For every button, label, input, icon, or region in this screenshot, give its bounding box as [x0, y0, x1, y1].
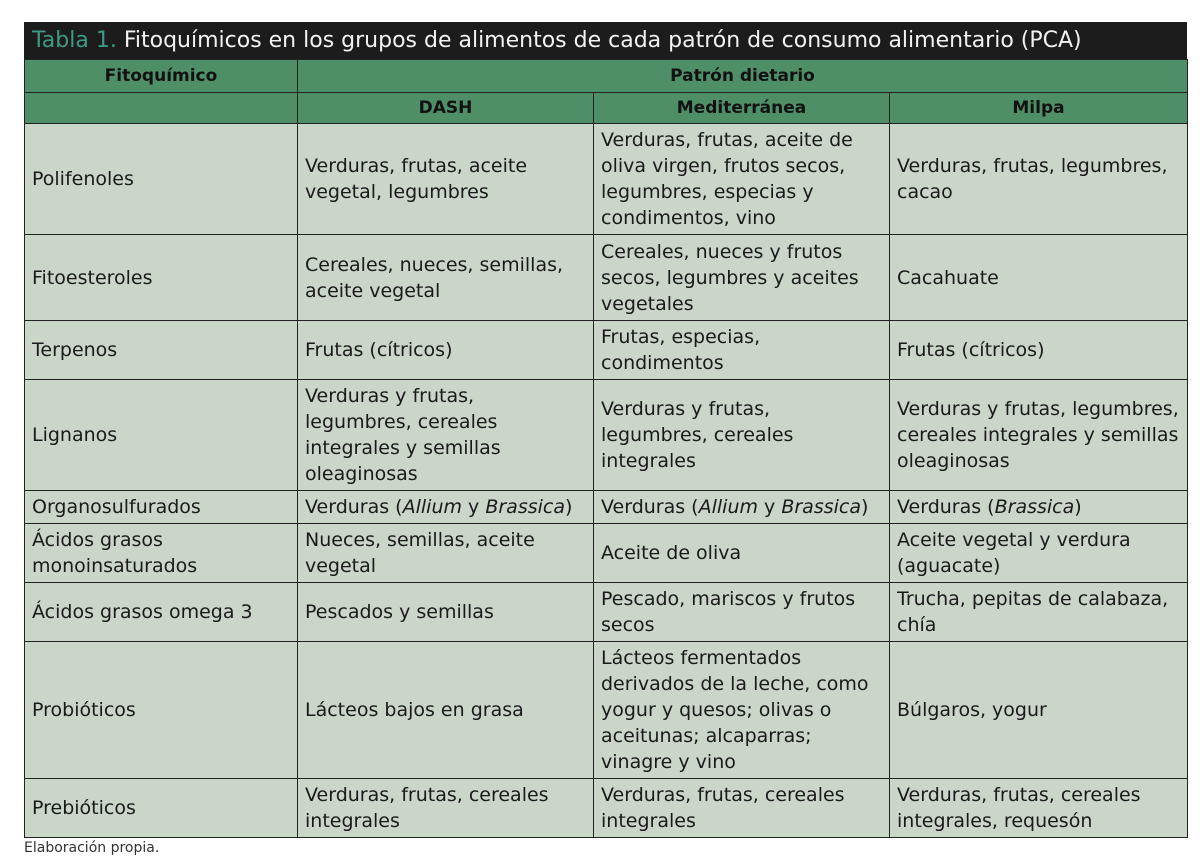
cell-fitoquimico: Fitoesteroles	[25, 235, 298, 321]
table-row	[25, 524, 1188, 583]
cell-fitoquimico: Ácidos grasos omega 3	[25, 583, 298, 642]
cell-mediterranea: Cereales, nueces y frutos secos, legumbres y aceites vegetales	[594, 235, 890, 321]
table-row	[25, 642, 1188, 779]
cell-dash: Frutas (cítricos)	[298, 321, 594, 380]
cell-dash: Lácteos bajos en grasa	[298, 642, 594, 779]
cell-mediterranea: Aceite de oliva	[594, 524, 890, 583]
header-empty	[25, 93, 298, 124]
table-row	[25, 491, 1188, 524]
cell-fitoquimico: Probióticos	[25, 642, 298, 779]
cell-dash: Nueces, semillas, aceite vegetal	[298, 524, 594, 583]
cell-fitoquimico: Organosulfurados	[25, 491, 298, 524]
table-row	[25, 583, 1188, 642]
cell-dash: Verduras, frutas, aceite vegetal, legumbres	[298, 124, 594, 235]
header-patron-dietario: Patrón dietario	[298, 60, 1188, 93]
cell-mediterranea: Frutas, especias, condimentos	[594, 321, 890, 380]
caption-label: Tabla 1.	[32, 28, 117, 53]
caption-text: Fitoquímicos en los grupos de alimentos de cada patrón de consumo alimentario (PCA)	[116, 28, 1082, 53]
cell-milpa: Verduras (Brassica)	[890, 491, 1188, 524]
header-mediterranea: Mediterránea	[594, 93, 890, 124]
cell-dash: Verduras, frutas, cereales integrales	[298, 779, 594, 838]
cell-milpa: Verduras, frutas, cereales integrales, requesón	[890, 779, 1188, 838]
cell-fitoquimico: Prebióticos	[25, 779, 298, 838]
header-row-2	[25, 93, 1188, 124]
cell-mediterranea: Verduras, frutas, cereales integrales	[594, 779, 890, 838]
cell-fitoquimico: Terpenos	[25, 321, 298, 380]
cell-mediterranea: Verduras y frutas, legumbres, cereales integrales	[594, 380, 890, 491]
cell-fitoquimico: Ácidos grasos monoinsaturados	[25, 524, 298, 583]
cell-mediterranea: Pescado, mariscos y frutos secos	[594, 583, 890, 642]
table-caption	[24, 22, 1187, 59]
table-row	[25, 321, 1188, 380]
cell-dash: Pescados y semillas	[298, 583, 594, 642]
cell-dash: Verduras (Allium y Brassica)	[298, 491, 594, 524]
phytochemicals-table	[24, 59, 1188, 838]
cell-fitoquimico: Polifenoles	[25, 124, 298, 235]
header-milpa: Milpa	[890, 93, 1188, 124]
cell-dash: Cereales, nueces, semillas, aceite vegetal	[298, 235, 594, 321]
header-dash: DASH	[298, 93, 594, 124]
header-fitoquimico: Fitoquímico	[25, 60, 298, 93]
cell-milpa: Búlgaros, yogur	[890, 642, 1188, 779]
cell-milpa: Verduras, frutas, legumbres, cacao	[890, 124, 1188, 235]
table-row	[25, 124, 1188, 235]
cell-milpa: Aceite vegetal y verdura (aguacate)	[890, 524, 1188, 583]
table-container	[24, 22, 1187, 838]
header-row-1	[25, 60, 1188, 93]
cell-fitoquimico: Lignanos	[25, 380, 298, 491]
cell-milpa: Frutas (cítricos)	[890, 321, 1188, 380]
cell-milpa: Cacahuate	[890, 235, 1188, 321]
table-footnote: Elaboración propia.	[24, 840, 160, 856]
cell-mediterranea: Lácteos fermentados derivados de la leche, como yogur y quesos; olivas o aceitunas; alcaparras; vinagre y vino	[594, 642, 890, 779]
cell-mediterranea: Verduras (Allium y Brassica)	[594, 491, 890, 524]
table-row	[25, 779, 1188, 838]
table-row	[25, 235, 1188, 321]
cell-dash: Verduras y frutas, legumbres, cereales integrales y semillas oleaginosas	[298, 380, 594, 491]
cell-milpa: Trucha, pepitas de calabaza, chía	[890, 583, 1188, 642]
cell-mediterranea: Verduras, frutas, aceite de oliva virgen, frutos secos, legumbres, especias y condimentos, vino	[594, 124, 890, 235]
table-row	[25, 380, 1188, 491]
cell-milpa: Verduras y frutas, legumbres, cereales integrales y semillas oleaginosas	[890, 380, 1188, 491]
